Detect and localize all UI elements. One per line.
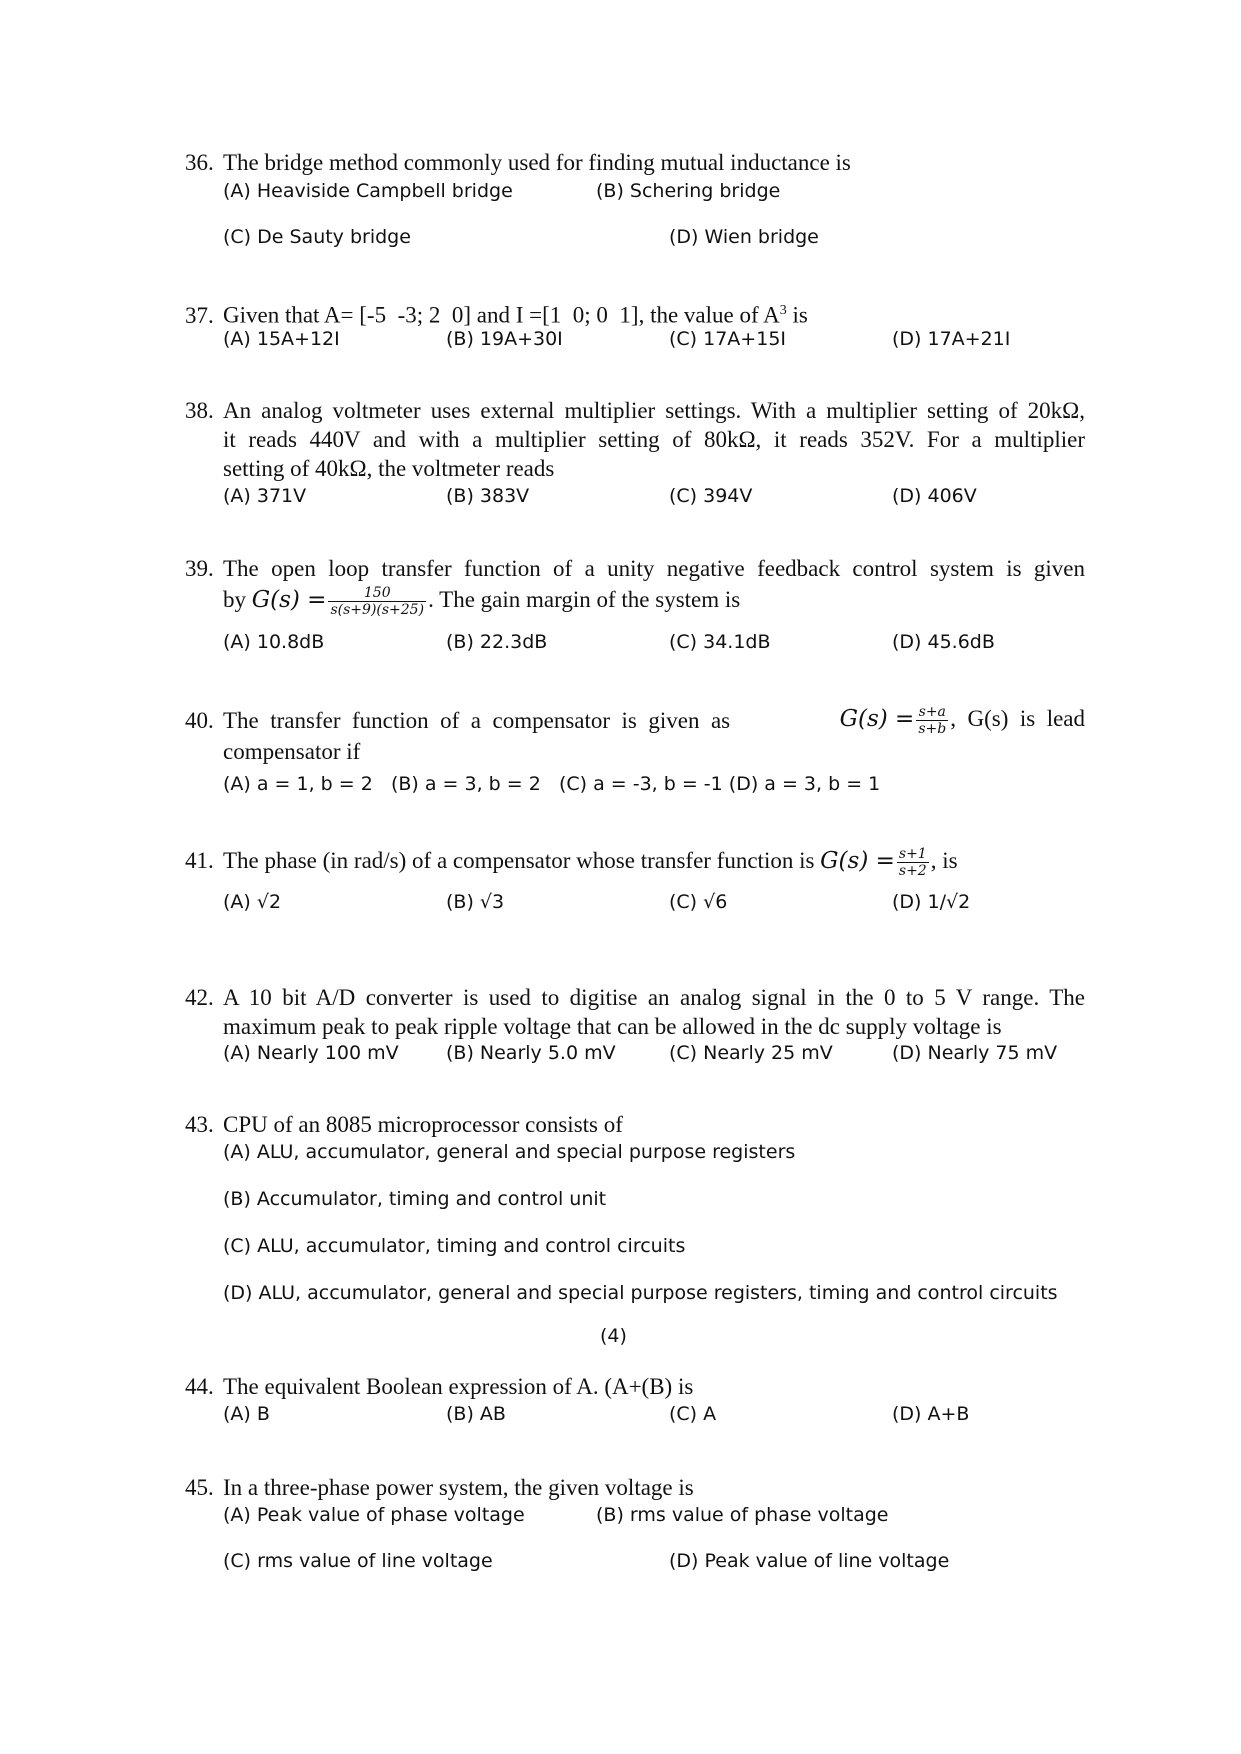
question-42: [185, 983, 1085, 1041]
fraction: [916, 704, 948, 737]
question-40: [185, 704, 1085, 766]
question-number: 40.: [185, 708, 214, 734]
question-line-2: maximum peak to peak ripple voltage that can be allowed in the dc supply voltage is: [223, 1014, 1002, 1039]
by-text: by: [223, 587, 246, 612]
option-a: (A) √2: [223, 891, 282, 913]
question-line-1: An analog voltmeter uses external multiplier settings. With a multiplier setting of 20kΩ,: [223, 398, 1085, 423]
fraction-denominator: s(s+9)(s+25): [330, 602, 425, 619]
question-number: 37.: [185, 302, 214, 328]
question-line-2: it reads 440V and with a multiplier setting of 80kΩ, it reads 352V. For a multiplier: [223, 427, 1085, 452]
question-number: 43.: [185, 1112, 214, 1137]
option-b: (B) Accumulator, timing and control unit: [223, 1188, 607, 1210]
option-a: (A) Peak value of phase voltage: [223, 1504, 525, 1526]
question-number: 45.: [185, 1475, 214, 1500]
question-38: [185, 396, 1085, 483]
question-line-3: setting of 40kΩ, the voltmeter reads: [223, 456, 555, 481]
option-d: (D) A+B: [892, 1403, 970, 1425]
question-text: Given that A= [-5 -3; 2 0] and I =[1 0; 0 1], the value of A: [223, 302, 780, 328]
option-b: (B) rms value of phase voltage: [596, 1504, 889, 1526]
transfer-function-label: G(s) =: [839, 706, 915, 732]
question-text-tail: . The gain margin of the system is: [428, 587, 741, 612]
option-c: (C) rms value of line voltage: [223, 1550, 493, 1572]
option-d: (D) Nearly 75 mV: [892, 1042, 1058, 1064]
option-b: (B) Nearly 5.0 mV: [446, 1042, 616, 1064]
question-text: CPU of an 8085 microprocessor consists of: [223, 1112, 623, 1137]
option-a: (A) 371V: [223, 485, 307, 507]
question-45: [185, 1473, 1085, 1502]
fraction-denominator: s+b: [918, 721, 947, 738]
question-number: 38.: [185, 398, 214, 423]
option-d: (D) ALU, accumulator, general and special purpose registers, timing and control circuits: [223, 1282, 1058, 1304]
question-text-tail: is: [786, 302, 808, 328]
question-text: The bridge method commonly used for finding mutual inductance is: [223, 150, 851, 175]
fraction: [328, 585, 426, 618]
option-b: (B) 383V: [446, 485, 530, 507]
fraction-numerator: 150: [328, 585, 426, 602]
option-b: (B) AB: [446, 1403, 506, 1425]
options-row: [223, 773, 880, 795]
question-line-1: The open loop transfer function of a unity negative feedback control system is given: [223, 556, 1085, 581]
question-text: In a three-phase power system, the given voltage is: [223, 1475, 694, 1500]
question-number: 39.: [185, 556, 214, 581]
option-c: (C) A: [669, 1403, 717, 1425]
option-d: (D) a = 3, b = 1: [728, 773, 881, 795]
option-c: (C) 34.1dB: [669, 631, 771, 653]
question-text: The phase (in rad/s) of a compensator whose transfer function is: [223, 848, 815, 873]
option-c: (C) De Sauty bridge: [223, 226, 411, 248]
fraction-denominator: s+2: [898, 863, 927, 880]
option-c: (C) √6: [669, 891, 728, 913]
option-b: (B) Schering bridge: [596, 180, 781, 202]
question-line-1: The transfer function of a compensator is given as: [223, 708, 731, 734]
transfer-function-label: G(s) =: [820, 848, 895, 874]
option-d: (D) 17A+21I: [892, 328, 1011, 350]
question-text-tail: , is: [930, 848, 958, 873]
question-36: [185, 148, 1085, 177]
option-a: (A) ALU, accumulator, general and special purpose registers: [223, 1141, 796, 1163]
option-d: (D) Peak value of line voltage: [669, 1550, 950, 1572]
option-a: (A) B: [223, 1403, 270, 1425]
option-a: (A) 10.8dB: [223, 631, 325, 653]
fraction: [897, 846, 929, 879]
question-line-1: A 10 bit A/D converter is used to digitise an analog signal in the 0 to 5 V range. The: [223, 985, 1085, 1010]
option-b: (B) 22.3dB: [446, 631, 548, 653]
question-43: [185, 1110, 1085, 1139]
question-number: 41.: [185, 848, 214, 873]
option-c: (C) 17A+15I: [669, 328, 787, 350]
question-text-tail: , G(s) is lead: [950, 706, 1085, 731]
superscript: 3: [779, 303, 787, 318]
option-d: (D) 45.6dB: [892, 631, 995, 653]
option-c: (C) a = -3, b = -1: [558, 773, 723, 795]
question-text: The equivalent Boolean expression of A. (A+(B) is: [223, 1374, 694, 1399]
question-39: [185, 554, 1085, 618]
option-d: (D) 406V: [892, 485, 977, 507]
option-d: (D) 1/√2: [892, 891, 971, 913]
question-number: 44.: [185, 1374, 214, 1399]
fraction-numerator: s+a: [916, 704, 948, 721]
question-41: [185, 846, 1085, 879]
question-37: [185, 296, 1085, 330]
question-44: [185, 1372, 1085, 1401]
option-a: (A) Heaviside Campbell bridge: [223, 180, 513, 202]
option-c: (C) ALU, accumulator, timing and control circuits: [223, 1235, 686, 1257]
question-line-2: compensator if: [223, 739, 361, 765]
option-b: (B) 19A+30I: [446, 328, 563, 350]
option-d: (D) Wien bridge: [669, 226, 819, 248]
transfer-function-label: G(s) =: [251, 587, 327, 613]
option-b: (B) a = 3, b = 2: [390, 773, 541, 795]
option-a: (A) Nearly 100 mV: [223, 1042, 399, 1064]
option-c: (C) Nearly 25 mV: [669, 1042, 833, 1064]
option-b: (B) √3: [446, 891, 505, 913]
question-number: 36.: [185, 150, 214, 175]
option-c: (C) 394V: [669, 485, 753, 507]
fraction-numerator: s+1: [898, 846, 927, 863]
option-a: (A) a = 1, b = 2: [223, 773, 373, 795]
option-a: (A) 15A+12I: [223, 328, 340, 350]
question-number: 42.: [185, 985, 214, 1010]
page-number: (4): [600, 1325, 627, 1347]
